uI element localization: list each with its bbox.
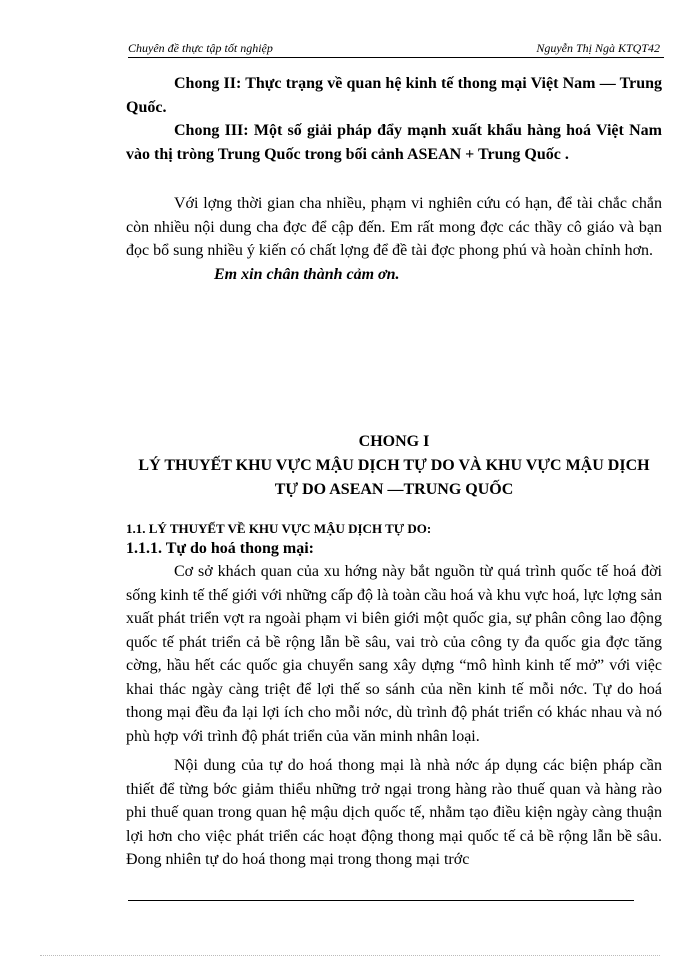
section-heading: 1.1. LÝ THUYẾT VỀ KHU VỰC MẬU DỊCH TỰ DO:: [126, 521, 432, 536]
section-paragraph-2: Nội dung của tự do hoá thong mại là nhà nớc áp dụng các biện pháp cần thiết để từng bớc giảm thiểu những trở ngại trong hàng rào thuế quan và hàng rào phi thuế quan trong quan hệ mậu dịch quốc tế, nhằm tạo điều kiện ngày càng thuận lợi hơn cho việc phát triển các hoạt động thong mại quốc tế cả bề rộng lẫn bề sâu. Đong nhiên tự do hoá thong mại trong thong mại trớc: [126, 757, 662, 868]
document-body: [126, 72, 662, 872]
chapter-title-line2: TỰ DO ASEAN —TRUNG QUỐC: [274, 481, 514, 498]
intro-chapter2: Chong II: Thực trạng về quan hệ kinh tế thong mại Việt Nam — Trung Quốc.: [126, 75, 662, 116]
subsection-heading: 1.1.1. Tự do hoá thong mại:: [126, 540, 315, 557]
page-edge: [40, 955, 660, 956]
intro-thanks: Em xin chân thành cảm ơn.: [214, 265, 400, 283]
header-title: Chuyên đề thực tập tốt nghiệp: [128, 41, 273, 55]
intro-closing: Với lợng thời gian cha nhiều, phạm vi nghiên cứu có hạn, để tài chắc chắn còn nhiều nội dung cha đợc để cập đến. Em rất mong đợc các thầy cô giáo và bạn đọc bổ sung nhiều ý kiến có chất lợng để đề tài đợc phong phú và hoàn chỉnh hơn.: [126, 195, 662, 259]
footer-rule: [128, 900, 634, 901]
section-paragraph-1: Cơ sở khách quan của xu hớng này bắt nguồn từ quá trình quốc tế hoá đời sống kinh tế thế giới với những cấp độ là toàn cầu hoá và khu vực hoá, lực lợng sản xuất phát triển vợt ra ngoài phạm vi biên giới một quốc gia, sự phân công lao động quốc tế phát triển cả bề rộng lẫn bề sâu, vai trò của công ty đa quốc gia đợc tăng cờng, hầu hết các quốc gia chuyển sang xây dựng “mô hình kinh tế mở” với việc khai thác ngày càng triệt để lợi thế so sánh của nền kinh tế mỗi nớc. Tự do hoá thong mại đều đa lại lợi ích cho mỗi nớc, dù trình độ phát triển có khác nhau và nó phù hợp với trình độ phát triển của văn minh nhân loại.: [126, 563, 662, 745]
chapter-title-line1: LÝ THUYẾT KHU VỰC MẬU DỊCH TỰ DO VÀ KHU VỰC MẬU DỊCH: [138, 457, 650, 474]
spacer: [126, 502, 662, 520]
chapter-label: CHONG I: [358, 433, 430, 450]
spacer: [126, 286, 662, 430]
intro-chapter3: Chong III: Một số giải pháp đẩy mạnh xuất khẩu hàng hoá Việt Nam vào thị tròng Trung Quốc trong bối cảnh ASEAN + Trung Quốc .: [126, 122, 662, 163]
header-author: Nguyễn Thị Ngà KTQT42: [536, 41, 660, 55]
page-header: [128, 41, 664, 58]
